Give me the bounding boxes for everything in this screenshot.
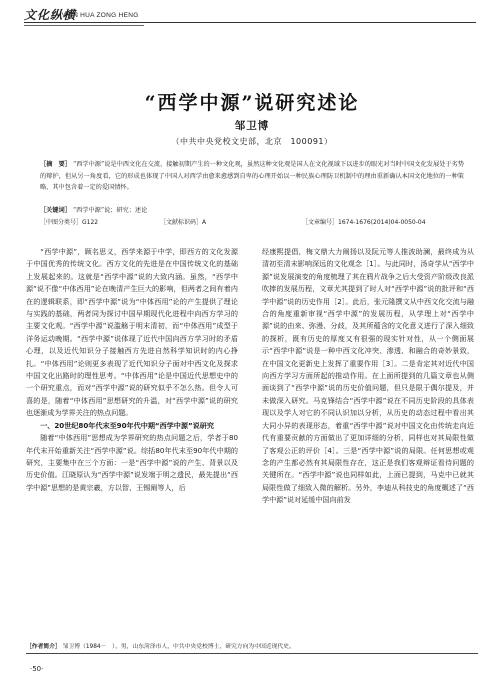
running-header bbox=[0, 0, 504, 30]
abstract-text: “西学中源”说是中西文化在交流、接触初期产生的一种文化观，虽然这种文化观是国人在文化视域下以进步的眼光对当时中国文化发展处于劣势的辩护，但从另一角度看，它的形成也体现了中国人对西学由愈来愈感到自卑的心理开始以一种民族心理防卫机制中的理由重新确认本国文化地位的一种策略，其中包含着一定的爱国情怀。 bbox=[40, 161, 465, 191]
body-paragraph: 随着“中体西用”思想成为学界研究的热点问题之后，学者于80年代末开始重新关注“西学中源”说。综括80年代末至90年代中期的研究，主要集中在三个方面：一是“西学中源”说的产生、背景以及历史价值。江晓原认为“西学中源”说发端于明之遗民，最先提出“西学中源”思想的是黄宗羲，方以智、王锡阐等人，后 bbox=[26, 433, 238, 492]
article-number: ［文章编号］1674-1676(2014)04-0050-04 bbox=[302, 219, 426, 226]
footnote-rule bbox=[26, 653, 478, 654]
abstract bbox=[40, 159, 464, 194]
keywords-text: “西学中源”说；研究；述论 bbox=[72, 207, 148, 214]
body-paragraph: “西学中源”，顾名思义，西学来源于中学，即西方的文化发源于中国优秀的传统文化。西方文化的先进是在中国传统文化的基础上发展起来的。这就是“西学中源”说的大致内涵。虽然，“西学中源”说不像“中体西用”论在晚清产生巨大的影响，但两者之间有着内在的逻辑联系，即“西学中源”说为“中体西用”论的产生提供了理论与实践的基础，两者同为探讨中国早期现代化进程中向西方学习的主要文化观。“西学中源”说滥觞于明末清初，而“中体西用”成型于洋务运动晚期。“西学中源”说体现了近代中国向西方学习时的矛盾心理，以及近代知识分子接触西方先进自然科学知识时的内心挣扎。“中体西用”论则更多表现了近代知识分子面对中西文化及探求中国文化出路时的理性思考。“中体西用”论是中国近代思想史中的一个研究重点，而对“西学中源”说的研究似乎不怎么热。但令人可喜的是，随着“中体西用”思想研究的升温，对“西学中源”说的研究也逐渐成为学界关注的热点问题。 bbox=[26, 247, 238, 418]
header-rule-thin bbox=[24, 25, 144, 26]
author-note-label: ［作者简介］ bbox=[26, 644, 61, 650]
author-note bbox=[26, 641, 478, 650]
author-note-text: 邹卫博（1984－ ），男，山东菏泽市人，中共中央党校博士，研究方向为中国近现代史。 bbox=[62, 644, 295, 650]
keywords-label: ［关键词］ bbox=[40, 207, 71, 214]
clc-number: ［中图分类号］G122 bbox=[40, 219, 99, 226]
keywords bbox=[40, 205, 464, 214]
column-pinyin: WEN HUA ZONG HENG bbox=[62, 12, 139, 19]
column-logo: 文化纵横 bbox=[24, 8, 77, 22]
header-rule bbox=[24, 22, 476, 23]
article-author: 邹卫博 bbox=[234, 120, 270, 132]
document-code: ［文献标识码］A bbox=[160, 219, 207, 226]
author-affiliation: （中共中央党校文史部，北京 100091） bbox=[171, 137, 333, 146]
page-number: ·50· bbox=[30, 665, 44, 673]
body-paragraph: 经康熙提倡，梅文鼎大力阐扬以及阮元等人推波助澜，最终成为从清初至清末影响深远的文化观念［1］。与此同时，汤奇学从“西学中源”说发展演变的角度梳理了其在鸦片战争之后大受资产阶级改良派吹捧的发展历程，文章尤其提到了时人对“西学中源”说的批评和“西学中源”说的历史作用［2］。此后，张元隆撰文从中西文化交流与融合的角度重新审视“西学中源”的发展历程，从学理上对“西学中源”说的由来、弥漫、分歧，及其所蕴含的文化意义进行了深入细致的探析，既有历史的厚度又有很强的现实针对性，从一个侧面展示“西学中源”说是一种中西文化冲突、渗透、和融合的奇妙景致，在中国文化更新史上发挥了重要作用［3］。二是肯定其对近代中国向西方学习方面所起的推动作用。在上面所提到的几篇文章也从侧面谈到了“西学中源”说的历史价值问题，但只是限于偶尔提及，并未做深入研究。马克锋结合“西学中源”说在不同历史阶段的具体表现以及学人对它的不同认识加以分析，从历史的动态过程中看出其大同小异的表现形态，着重“西学中源”说对中国文化由传统走向近代有重要贡献的方面做出了更加详细的分析，同样也对其局限性做了客观公正的评价［4］。三是“西学中源”说的局限。任何思想或观念的产生都必然有其局限性存在，这正是我们客观辩证看待问题的关键所在。“西学中源”说也同样如此，上面已提到，马克中已就其局限性做了细致入微的解析。另外，李迪从科技史的角度概述了“西学中源”说对延缓中国向前发 bbox=[262, 247, 474, 505]
article-title: “西学中源”说研究述论 bbox=[144, 92, 360, 114]
abstract-label: ［摘 要］ bbox=[40, 161, 72, 168]
section-heading: 一、20世纪80年代末至90年代中期“西学中源”说研究 bbox=[40, 420, 214, 430]
right-column bbox=[262, 246, 474, 507]
left-column bbox=[26, 246, 238, 494]
